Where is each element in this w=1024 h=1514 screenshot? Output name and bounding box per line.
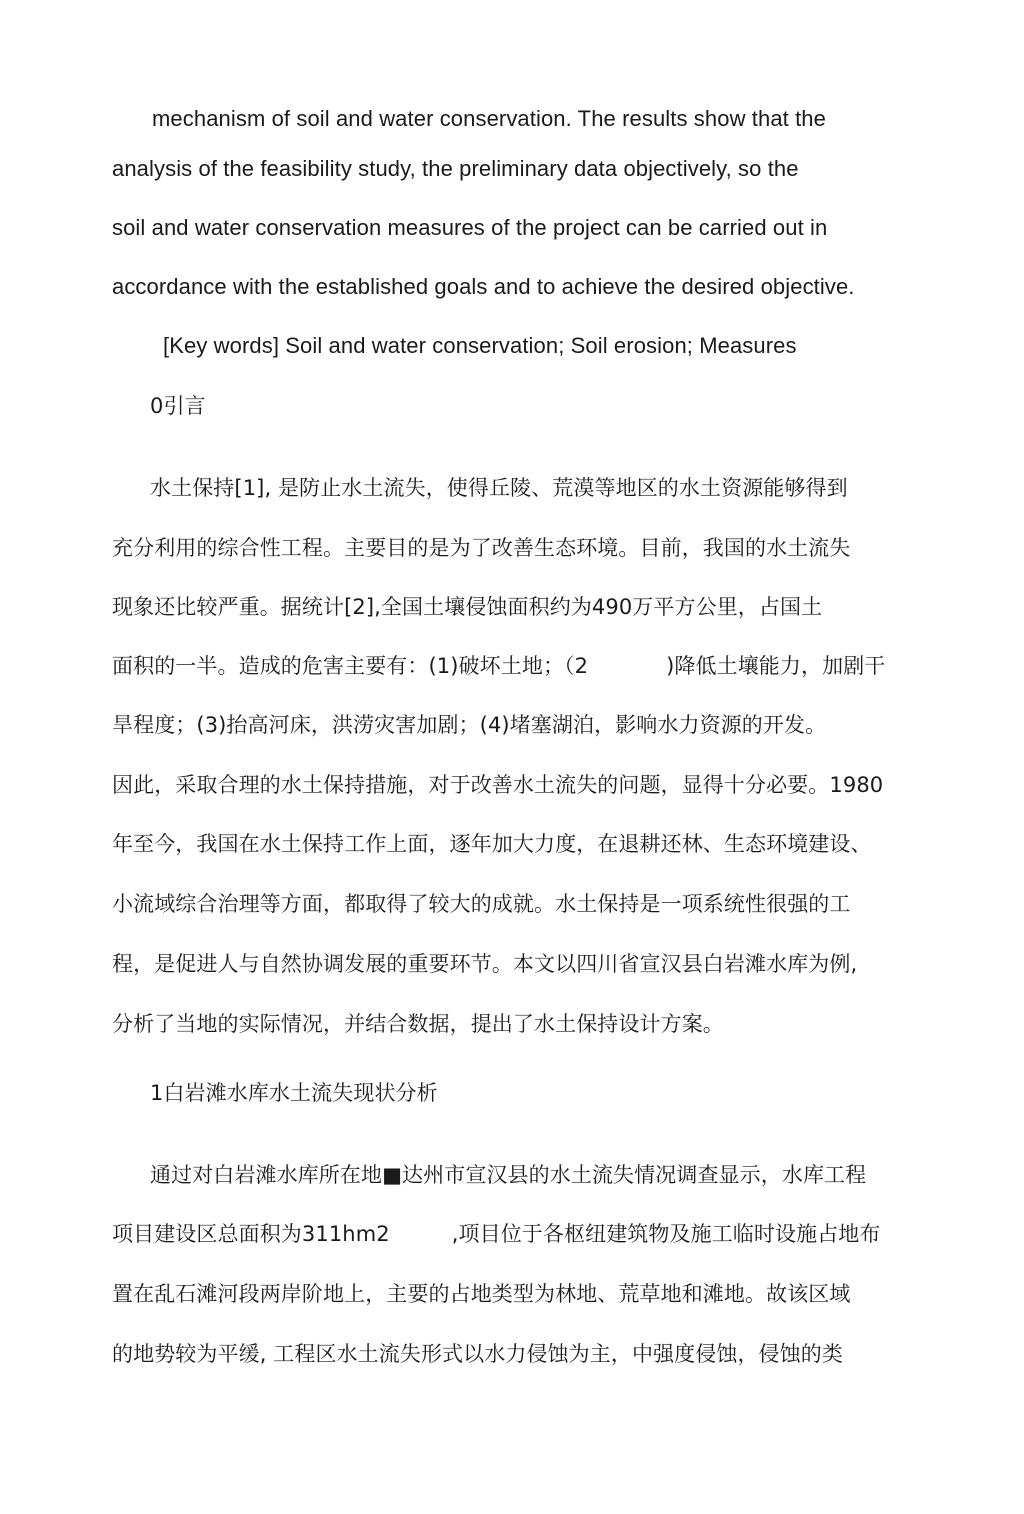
section-0-line-2: 充分利用的综合性工程。主要目的是为了改善生态环境。目前，我国的水土流失	[112, 536, 851, 560]
section-0-line-10: 分析了当地的实际情况，并结合数据，提出了水土保持设计方案。	[112, 1012, 724, 1036]
section-1-line-3: 置在乱石滩河段两岸阶地上，主要的占地类型为林地、荒草地和滩地。故该区域	[112, 1282, 851, 1306]
section-0-line-7: 年至今，我国在水土保持工作上面，逐年加大力度，在退耕还林、生态环境建设、	[112, 832, 872, 856]
section-1-line-1: 通过对白岩滩水库所在地■达州市宣汉县的水土流失情况调查显示，水库工程	[150, 1163, 867, 1187]
section-0-line-6: 因此，采取合理的水土保持措施，对于改善水土流失的问题，显得十分必要。1980	[112, 773, 884, 797]
section-0-line-9: 程，是促进人与自然协调发展的重要环节。本文以四川省宣汉县白岩滩水库为例,	[112, 952, 858, 976]
abstract-line-4: accordance with the established goals and to achieve the desired objective.	[112, 274, 855, 299]
abstract-line-2: analysis of the feasibility study, the preliminary data objectively, so the	[112, 156, 799, 181]
section-0-line-3: 现象还比较严重。据统计[2],全国土壤侵蚀面积约为490万平方公里，占国土	[112, 595, 823, 619]
section-0-line-8: 小流域综合治理等方面，都取得了较大的成就。水土保持是一项系统性很强的工	[112, 892, 851, 916]
abstract-line-3: soil and water conservation measures of the project can be carried out in	[112, 215, 828, 240]
section-0-line-4	[112, 652, 885, 680]
abstract-line-1: mechanism of soil and water conservation. The results show that the	[152, 106, 826, 131]
section-1-line-2-part-b: ,项目位于各枢纽建筑物及施工临时设施占地布	[451, 1222, 881, 1246]
section-0-line-4-part-b: )降低土壤能力，加剧干	[666, 654, 886, 678]
section-1-heading: 1白岩滩水库水土流失现状分析	[150, 1081, 438, 1105]
section-0-line-1: 水土保持[1], 是防止水土流失，使得丘陵、荒漠等地区的水土资源能够得到	[150, 476, 848, 500]
section-1-line-2	[112, 1220, 881, 1248]
section-0-line-4-part-a: 面积的一半。造成的危害主要有：(1)破坏土地；（2	[112, 654, 589, 678]
section-0-heading: 0引言	[150, 394, 206, 418]
section-1-line-4: 的地势较为平缓, 工程区水土流失形式以水力侵蚀为主，中强度侵蚀，侵蚀的类	[112, 1342, 843, 1366]
section-0-line-5: 旱程度；(3)抬高河床，洪涝灾害加剧；(4)堵塞湖泊，影响水力资源的开发。	[112, 713, 827, 737]
section-1-line-2-part-a: 项目建设区总面积为311hm2	[112, 1222, 390, 1246]
keywords-line: [Key words] Soil and water conservation; Soil erosion; Measures	[163, 333, 797, 358]
